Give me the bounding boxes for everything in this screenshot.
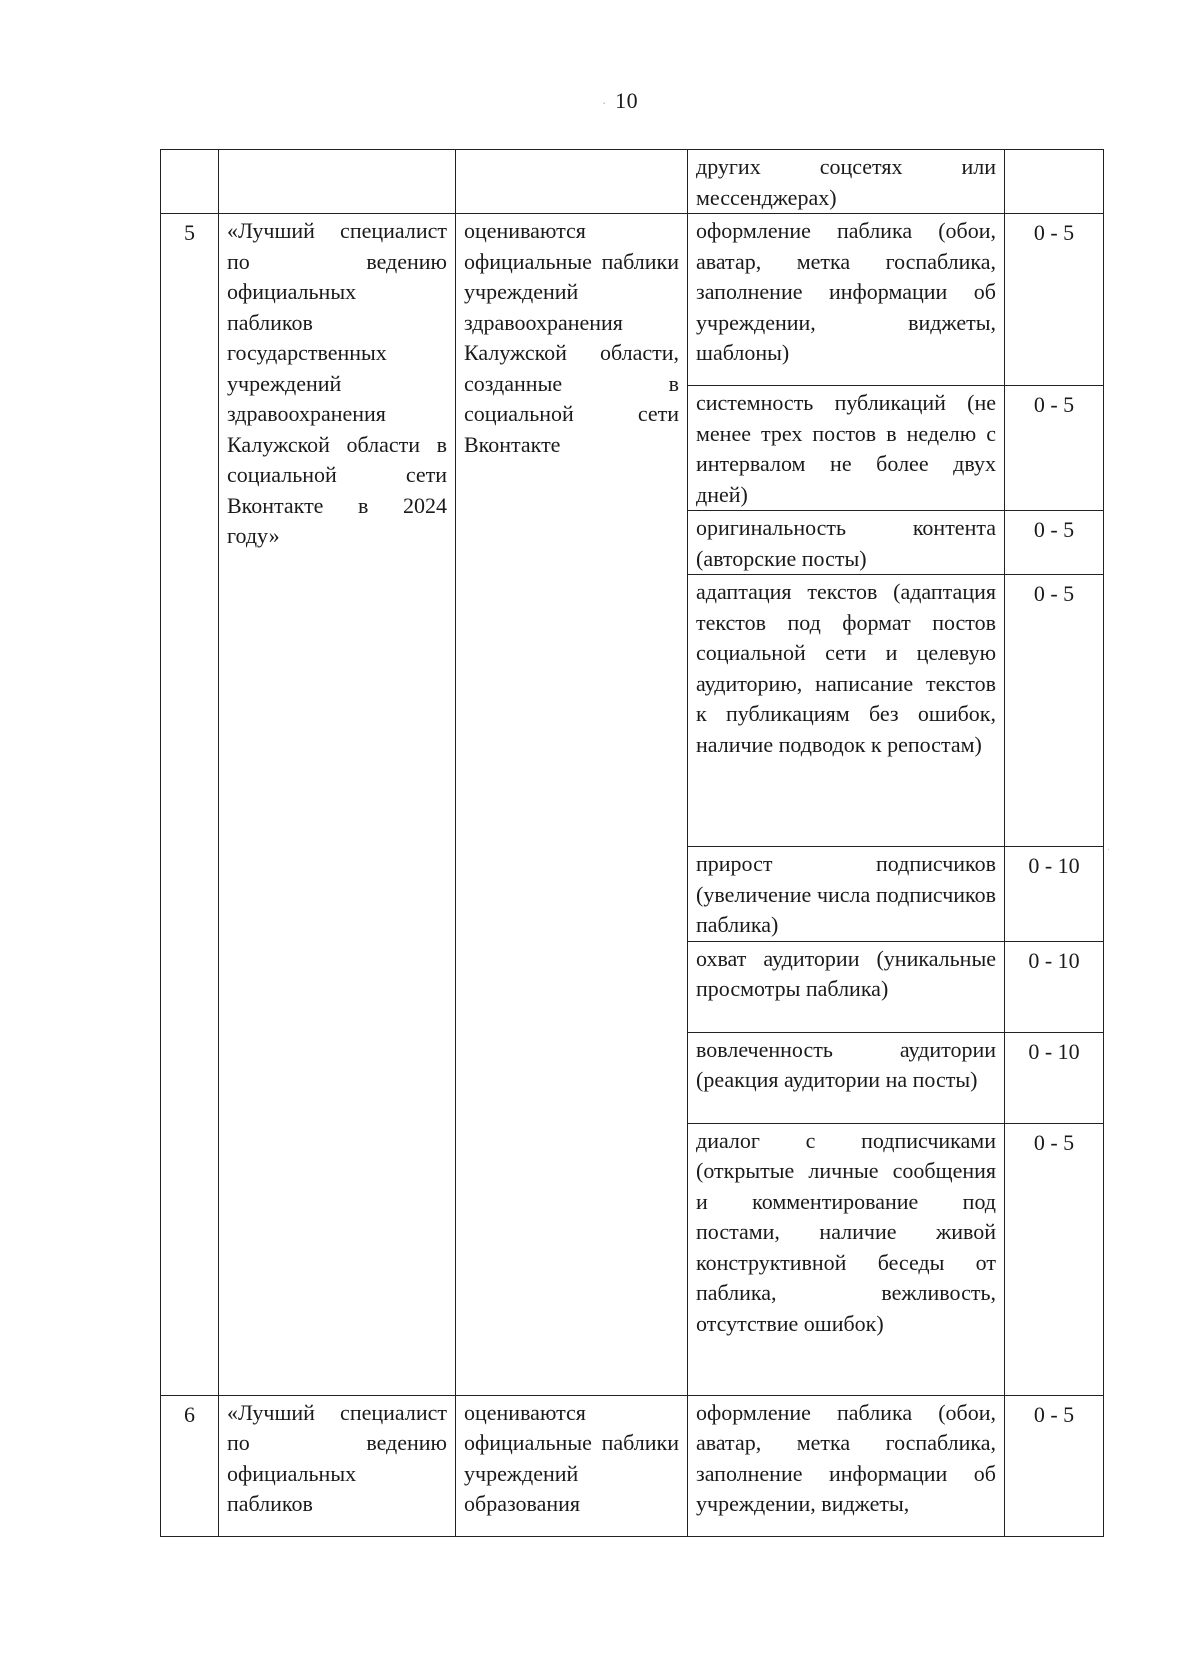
nomination-cell (219, 150, 456, 214)
score-range: 0 - 5 (1005, 214, 1104, 386)
row-number: 6 (161, 1395, 219, 1536)
nominations-table (160, 149, 1104, 1537)
nomination-text: «Лучший специалист по ведению официальных пабликов государственных учреждений здравоохранения Калужской области в социальной сети Вконтакте в 2024 году» (219, 214, 456, 1396)
criterion-text: прирост подписчиков (увеличение числа подписчиков паблика) (688, 847, 1005, 942)
table-row (161, 1395, 1104, 1536)
row-number: 5 (161, 214, 219, 1396)
criterion-text: диалог с подписчиками (открытые личные сообщения и комментирование под постами, наличие живой конструктивной беседы от паблика, вежливость, отсутствие ошибок) (688, 1123, 1005, 1395)
object-cell (456, 150, 688, 214)
score-range: 0 - 5 (1005, 386, 1104, 511)
criterion-text: охват аудитории (уникальные просмотры паблика) (688, 941, 1005, 1032)
score-range: 0 - 5 (1005, 1395, 1104, 1536)
score-range: 0 - 10 (1005, 941, 1104, 1032)
criterion-cell: других соцсетях или мессенджерах) (688, 150, 1005, 214)
criterion-text: оригинальность контента (авторские посты) (688, 511, 1005, 575)
score-cell (1005, 150, 1104, 214)
evaluation-object-text: оцениваются официальные паблики учреждений образования (456, 1395, 688, 1536)
table-row-continuation (161, 150, 1104, 214)
score-range: 0 - 5 (1005, 511, 1104, 575)
criterion-text: оформление паблика (обои, аватар, метка госпаблика, заполнение информации об учреждении, виджеты, (688, 1395, 1005, 1536)
table-row (161, 214, 1104, 386)
score-range: 0 - 5 (1005, 1123, 1104, 1395)
criterion-text: вовлеченность аудитории (реакция аудитории на посты) (688, 1032, 1005, 1123)
scan-specks: · · (1101, 845, 1111, 856)
criterion-text: системность публикаций (не менее трех постов в неделю с интервалом не более двух дней) (688, 386, 1005, 511)
criterion-text: оформление паблика (обои, аватар, метка госпаблика, заполнение информации об учреждении, виджеты, шаблоны) (688, 214, 1005, 386)
score-range: 0 - 10 (1005, 1032, 1104, 1123)
score-range: 0 - 5 (1005, 575, 1104, 847)
number-cell (161, 150, 219, 214)
nomination-text: «Лучший специалист по ведению официальных пабликов (219, 1395, 456, 1536)
criterion-text: адаптация текстов (адаптация текстов под формат постов социальной сети и целевую аудиторию, написание текстов к публикациям без ошибок, наличие подводок к репостам) (688, 575, 1005, 847)
score-range: 0 - 10 (1005, 847, 1104, 942)
page-number: · 10 (0, 88, 1200, 114)
evaluation-object-text: оцениваются официальные паблики учреждений здравоохранения Калужской области, созданные в социальной сети Вконтакте (456, 214, 688, 1396)
